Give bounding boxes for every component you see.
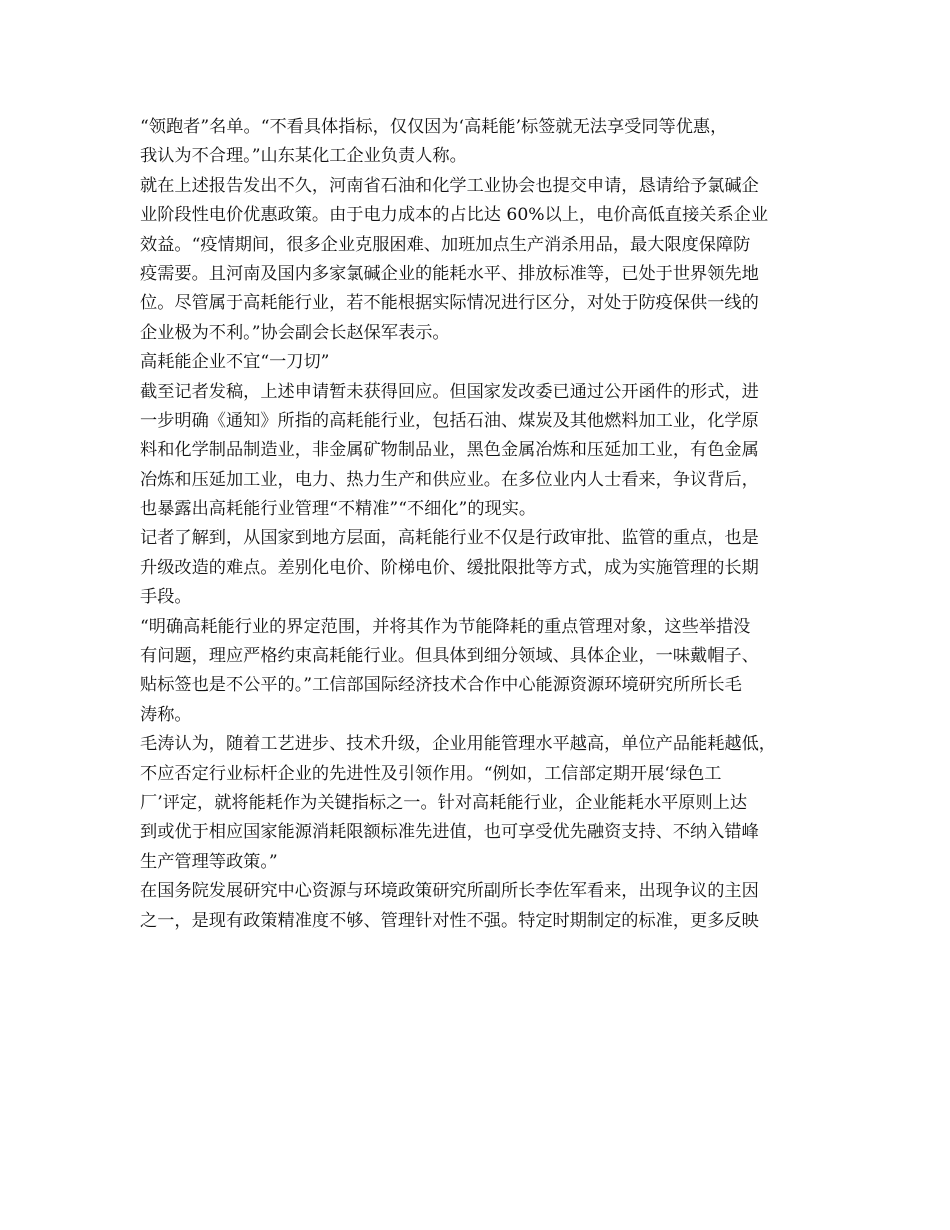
text-line: 一步明确《通知》所指的高耗能行业，包括石油、煤炭及其他燃料加工业，化学原 xyxy=(140,410,759,431)
text-line: 升级改造的难点。差别化电价、阶梯电价、缓批限批等方式，成为实施管理的长期 xyxy=(140,557,759,578)
text-line: 记者了解到，从国家到地方层面，高耗能行业不仅是行政审批、监管的重点，也是 xyxy=(140,528,759,549)
text-line: 有问题，理应严格约束高耗能行业。但具体到细分领域、具体企业，一味戴帽子、 xyxy=(140,646,759,667)
text-line: “明确高耗能行业的界定范围，并将其作为节能降耗的重点管理对象，这些举措没 xyxy=(140,616,751,637)
text-line: 我认为不合理。”山东某化工企业负责人称。 xyxy=(140,146,467,167)
text-line: 厂’评定，就将能耗作为关键指标之一。针对高耗能行业，企业能耗水平原则上达 xyxy=(140,792,748,813)
text-line: 不应否定行业标杆企业的先进性及引领作用。“例如，工信部定期开展‘绿色工 xyxy=(140,763,722,784)
section-heading: 高耗能企业不宜“一刀切” xyxy=(140,352,330,373)
text-line: 也暴露出高耗能行业管理“不精准”“不细化”的现实。 xyxy=(140,499,537,520)
text-line: 手段。 xyxy=(140,587,192,608)
text-line: 企业极为不利。”协会副会长赵保军表示。 xyxy=(140,322,450,343)
text-line: 效益。“疫情期间，很多企业克服困难、加班加点生产消杀用品，最大限度保障防 xyxy=(140,234,751,255)
text-line: 料和化学制品制造业，非金属矿物制品业，黑色金属冶炼和压延加工业，有色金属 xyxy=(140,440,759,461)
text-line: 到或优于相应国家能源消耗限额标准先进值，也可享受优先融资支持、不纳入错峰 xyxy=(140,822,759,843)
text-line: 位。尽管属于高耗能行业，若不能根据实际情况进行区分，对处于防疫保供一线的 xyxy=(140,293,759,314)
text-line: 毛涛认为，随着工艺进步、技术升级，企业用能管理水平越高，单位产品能耗越低， xyxy=(140,734,776,755)
text-line: 贴标签也是不公平的。”工信部国际经济技术合作中心能源资源环境研究所所长毛 xyxy=(140,675,742,696)
text-line: 就在上述报告发出不久，河南省石油和化学工业协会也提交申请，恳请给予氯碱企 xyxy=(140,175,759,196)
article-body xyxy=(140,113,822,936)
text-line: 之一，是现有政策精准度不够、管理针对性不强。特定时期制定的标准，更多反映 xyxy=(140,910,759,931)
text-line: 生产管理等政策。” xyxy=(140,851,278,872)
text-line: 疫需要。且河南及国内多家氯碱企业的能耗水平、排放标准等，已处于世界领先地 xyxy=(140,263,759,284)
text-line: 业阶段性电价优惠政策。由于电力成本的占比达 60%以上，电价高低直接关系企业 xyxy=(140,205,769,226)
text-line: 冶炼和压延加工业，电力、热力生产和供应业。在多位业内人士看来，争议背后， xyxy=(140,469,759,490)
text-line: “领跑者”名单。“不看具体指标，仅仅因为‘高耗能’标签就无法享受同等优惠， xyxy=(140,117,728,137)
text-line: 涛称。 xyxy=(140,704,192,725)
text-line: 截至记者发稿，上述申请暂未获得回应。但国家发改委已通过公开函件的形式，进 xyxy=(140,381,759,402)
text-line: 在国务院发展研究中心资源与环境政策研究所副所长李佐军看来，出现争议的主因 xyxy=(140,881,759,902)
